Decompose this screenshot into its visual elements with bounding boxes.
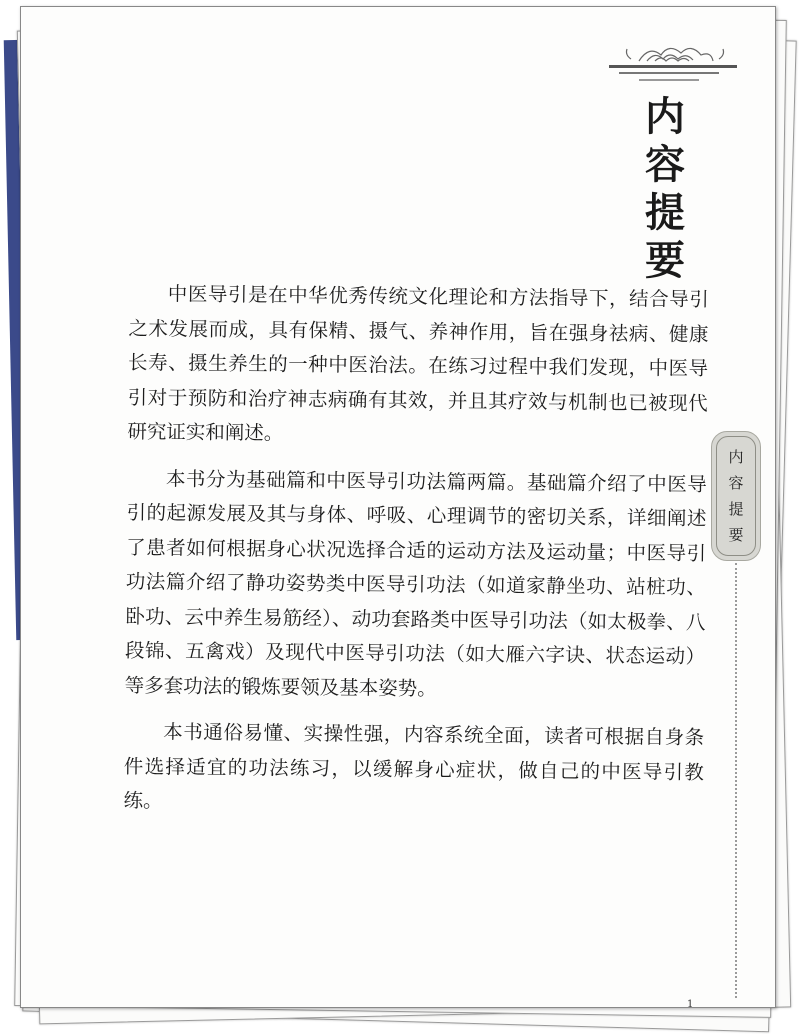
paragraph: 中医导引是在中华优秀传统文化理论和方法指导下，结合导引之术发展而成，具有保精、摄气、养神作用，旨在强身祛病、健康长寿、摄生养生的一种中医治法。在练习过程中我们发现，中医导引对于预防和治疗神志病确有其效，并且其疗效与机制也已被现代研究证实和阐述。 xyxy=(127,282,709,445)
section-title-vertical xyxy=(635,93,695,285)
side-tab-label xyxy=(711,431,761,561)
paragraph: 本书通俗易懂、实操性强，内容系统全面，读者可根据自身条件选择适宜的功法练习，以缓解身心症状，做自己的中医导引教练。 xyxy=(123,720,705,813)
page-mark: 1 xyxy=(687,999,694,1010)
side-tab-char: 内 xyxy=(728,448,744,466)
body-text xyxy=(123,277,709,837)
dotted-divider xyxy=(735,563,737,998)
side-tab-char: 提 xyxy=(728,500,744,518)
cloud-pattern-icon xyxy=(609,39,739,89)
title-char: 提 xyxy=(645,190,685,236)
book-page xyxy=(20,6,776,1008)
paragraph: 本书分为基础篇和中医导引功法篇两篇。基础篇介绍了中医导引的起源发展及其与身体、呼吸、心理调节的密切关系，详细阐述了患者如何根据身心状况选择合适的运动方法及运动量；中医导引功法篇介绍了静功姿势类中医导引功法（如道家静坐功、站桩功、卧功、云中养生易筋经）、动功套路类中医导引功法（如太极拳、八段锦、五禽戏）及现代中医导引功法（如大雁六字诀、状态运动）等多套功法的锻炼要领及基本姿势。 xyxy=(124,466,707,700)
side-tab-char: 要 xyxy=(728,526,744,544)
title-char: 容 xyxy=(645,142,685,188)
title-char: 要 xyxy=(645,238,685,284)
side-tab-inner xyxy=(716,436,756,556)
title-char: 内 xyxy=(645,94,685,140)
side-tab-char: 容 xyxy=(728,474,744,492)
